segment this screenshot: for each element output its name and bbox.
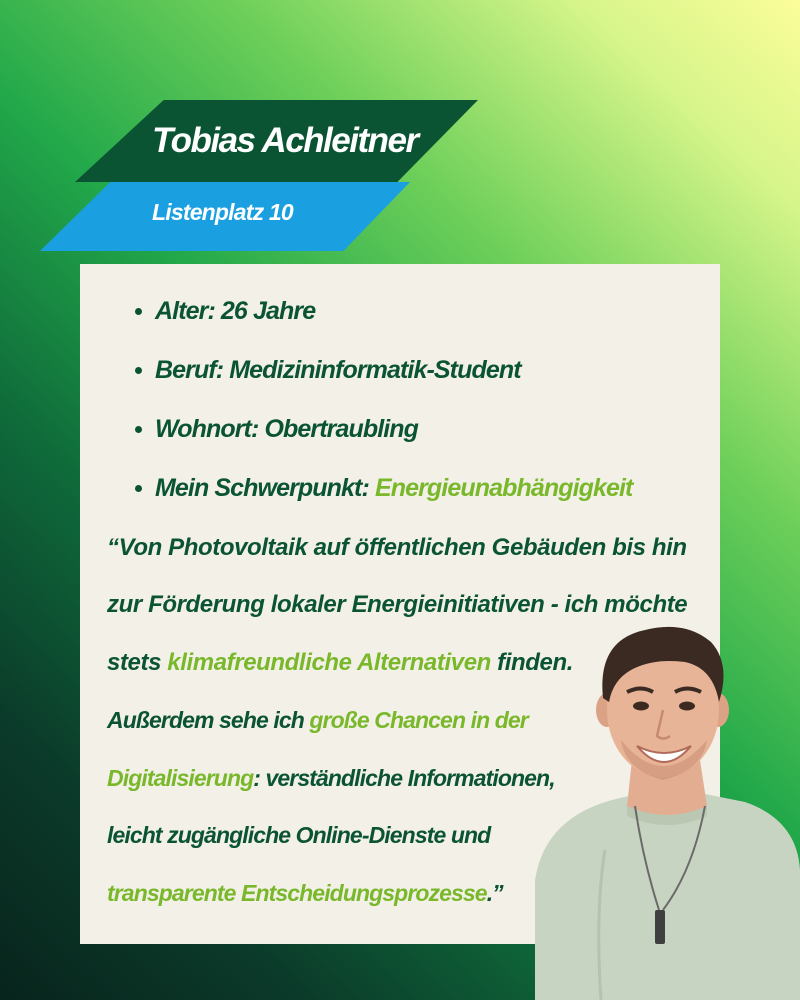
quote-line-3 — [107, 643, 573, 683]
candidate-name: Tobias Achleitner — [152, 121, 418, 160]
fact-age: Alter: 26 Jahre — [155, 297, 316, 325]
quote-line-6: leicht zugängliche Online-Dienste und — [107, 822, 491, 848]
quote-text: finden. — [490, 649, 574, 676]
bullet-dot — [135, 426, 142, 433]
quote-highlight: Digitalisierung — [107, 765, 254, 791]
fact-focus-label: Mein Schwerpunkt: — [155, 474, 375, 502]
quote-line-5 — [107, 758, 555, 798]
quote-text: stets — [107, 649, 168, 676]
bullet-dot — [135, 485, 142, 492]
bullet-dot — [135, 308, 142, 315]
quote-text: .” — [486, 880, 503, 906]
quote-text: : verständliche Informationen, — [253, 765, 555, 791]
candidate-photo — [535, 610, 800, 1000]
quote-line-7 — [107, 873, 503, 913]
quote-line-1: “Von Photovoltaik auf öffentlichen Gebäuden bis hin — [107, 534, 687, 561]
list-position: Listenplatz 10 — [152, 199, 293, 225]
quote-highlight: transparente Entscheidungsprozesse — [107, 880, 487, 906]
quote-highlight: große Chancen in der — [309, 707, 528, 733]
fact-focus — [155, 470, 632, 506]
fact-focus-highlight: Energieunabhängigkeit — [374, 474, 633, 502]
quote-highlight: klimafreundliche Alternativen — [167, 649, 491, 676]
quote-text: Außerdem sehe ich — [107, 707, 310, 733]
bullet-dot — [135, 367, 142, 374]
quote-line-2: zur Förderung lokaler Energieinitiativen - ich möchte — [107, 591, 688, 618]
fact-residence: Wohnort: Obertraubling — [155, 415, 419, 443]
quote-line-4 — [107, 700, 528, 740]
fact-profession: Beruf: Medizininformatik-Student — [155, 356, 521, 384]
